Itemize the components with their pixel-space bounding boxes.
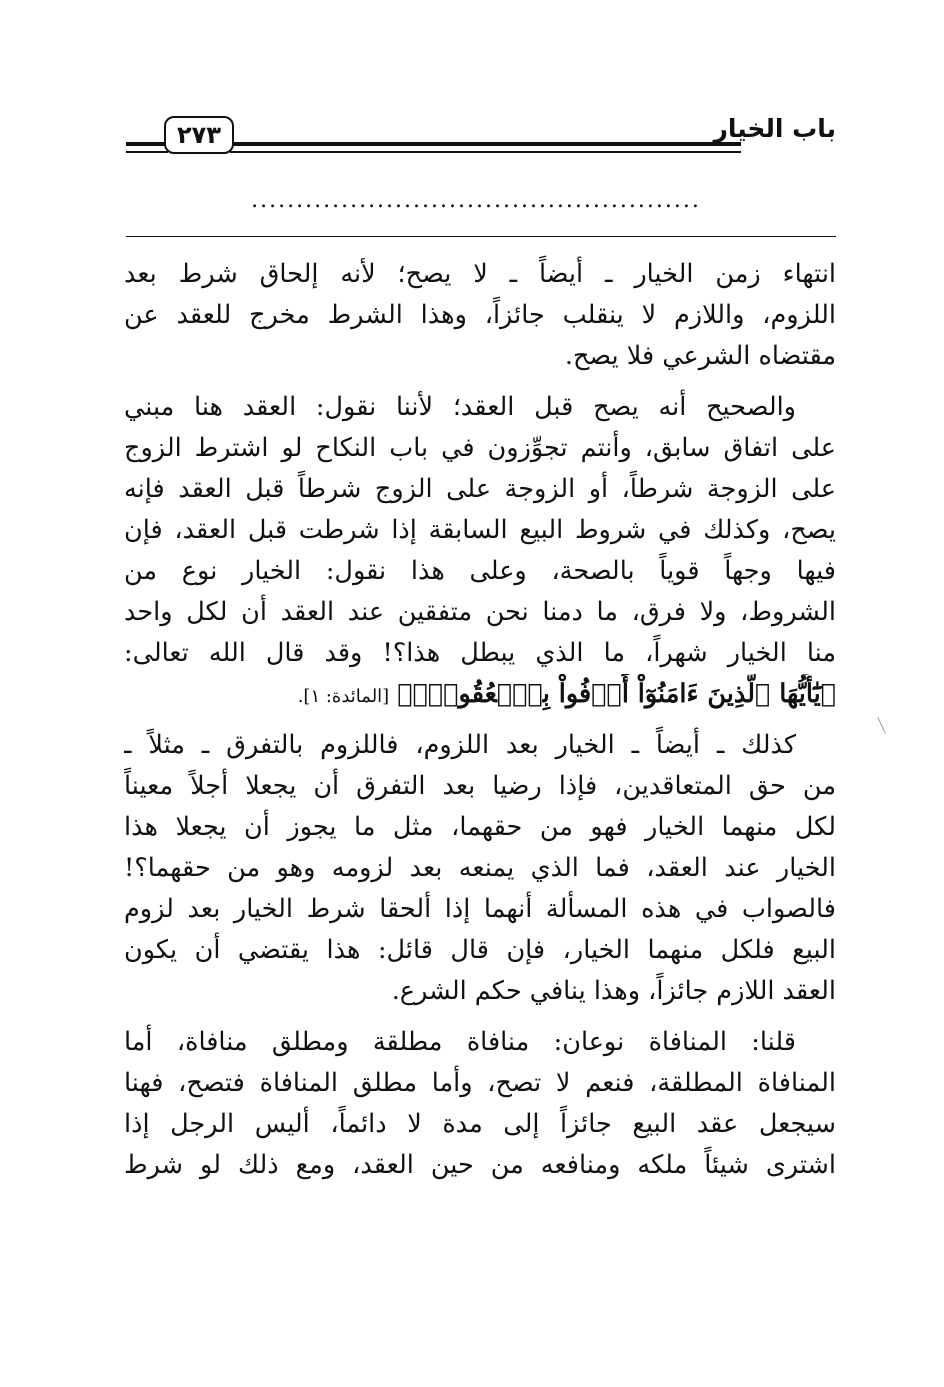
paragraph-2 [124,387,836,715]
text-line: اللزوم، واللازم لا ينقلب جائزاً، وهذا الشرط مخرج للعقد عن [124,300,836,330]
quran-verse: ﴿يَٰٓأَيُّهَا ٱلَّذِينَ ءَامَنُوٓاْ أَوۡفُواْ بِٱلۡعُقُودِۚ﴾ [397,679,836,709]
header-rule-right-thin [230,151,741,153]
paragraph-3 [124,725,836,1012]
text-line: اشترى شيئاً ملكه ومنافعه من حين العقد، ومع ذلك لو شرط [124,1150,836,1180]
text-line: الشروط، ولا فرق، ما دمنا نحن متفقين عند العقد أن لكل واحد [124,597,836,627]
margin-mark [877,716,887,734]
text-line: فيها وجهاً قوياً بالصحة، وعلى هذا نقول: الخيار نوع من [124,556,836,586]
separator-line [126,236,836,237]
text-line: من حق المتعاقدين، فإذا رضيا بعد التفرق أن يجعلا أجلاً معيناً [124,771,836,801]
page-header [126,108,836,160]
text-line: على الزوجة شرطاً، أو الزوجة على الزوج شرطاً قبل العقد فإنه [124,474,836,504]
header-rule-right [230,142,741,146]
text-line: المنافاة المطلقة، فنعم لا تصح، وأما مطلق المنافاة فتصح، فهنا [124,1068,836,1098]
text-line: لكل منهما الخيار فهو من حقهما، مثل ما يجوز أن يجعلا هذا [124,812,836,842]
header-rule-left [126,142,168,146]
quran-reference: [المائدة: ١]. [297,686,390,707]
header-rule-left-thin [126,151,168,153]
dotted-divider: .................................................. [251,188,701,213]
text-line: الخيار عند العقد، فما الذي يمنعه بعد لزومه وهو من حقهما؟! [124,853,836,883]
text-line: كذلك ـ أيضاً ـ الخيار بعد اللزوم، فاللزوم بالتفرق ـ مثلاً ـ [124,730,796,760]
paragraph-4 [124,1022,836,1186]
text-line: فالصواب في هذه المسألة أنهما إذا ألحقا شرط الخيار بعد لزوم [124,894,836,924]
text-line: يصح، وكذلك في شروط البيع السابقة إذا شرطت قبل العقد، فإن [124,515,836,545]
text-line: العقد اللازم جائزاً، وهذا ينافي حكم الشرع. [391,976,836,1006]
text-line: منا الخيار شهراً، ما الذي يبطل هذا؟! وقد قال الله تعالى: [124,638,836,668]
text-line: انتهاء زمن الخيار ـ أيضاً ـ لا يصح؛ لأنه إلحاق شرط بعد [124,259,836,289]
chapter-title: باب الخيار [713,114,836,143]
quran-line [124,674,836,715]
page-number: ٢٧٣ [164,116,234,154]
text-line: على اتفاق سابق، وأنتم تجوِّزون في باب النكاح لو اشترط الزوج [124,433,836,463]
page-body [124,254,836,1196]
text-line: سيجعل عقد البيع جائزاً إلى مدة لا دائماً، أليس الرجل إذا [124,1109,836,1139]
text-line: مقتضاه الشرعي فلا يصح. [564,341,836,371]
text-line: البيع فلكل منهما الخيار، فإن قال قائل: هذا يقتضي أن يكون [124,935,836,965]
text-line: قلنا: المنافاة نوعان: منافاة مطلقة ومطلق منافاة، أما [124,1027,796,1057]
paragraph-1 [124,254,836,377]
text-line: والصحيح أنه يصح قبل العقد؛ لأننا نقول: العقد هنا مبني [124,392,796,422]
